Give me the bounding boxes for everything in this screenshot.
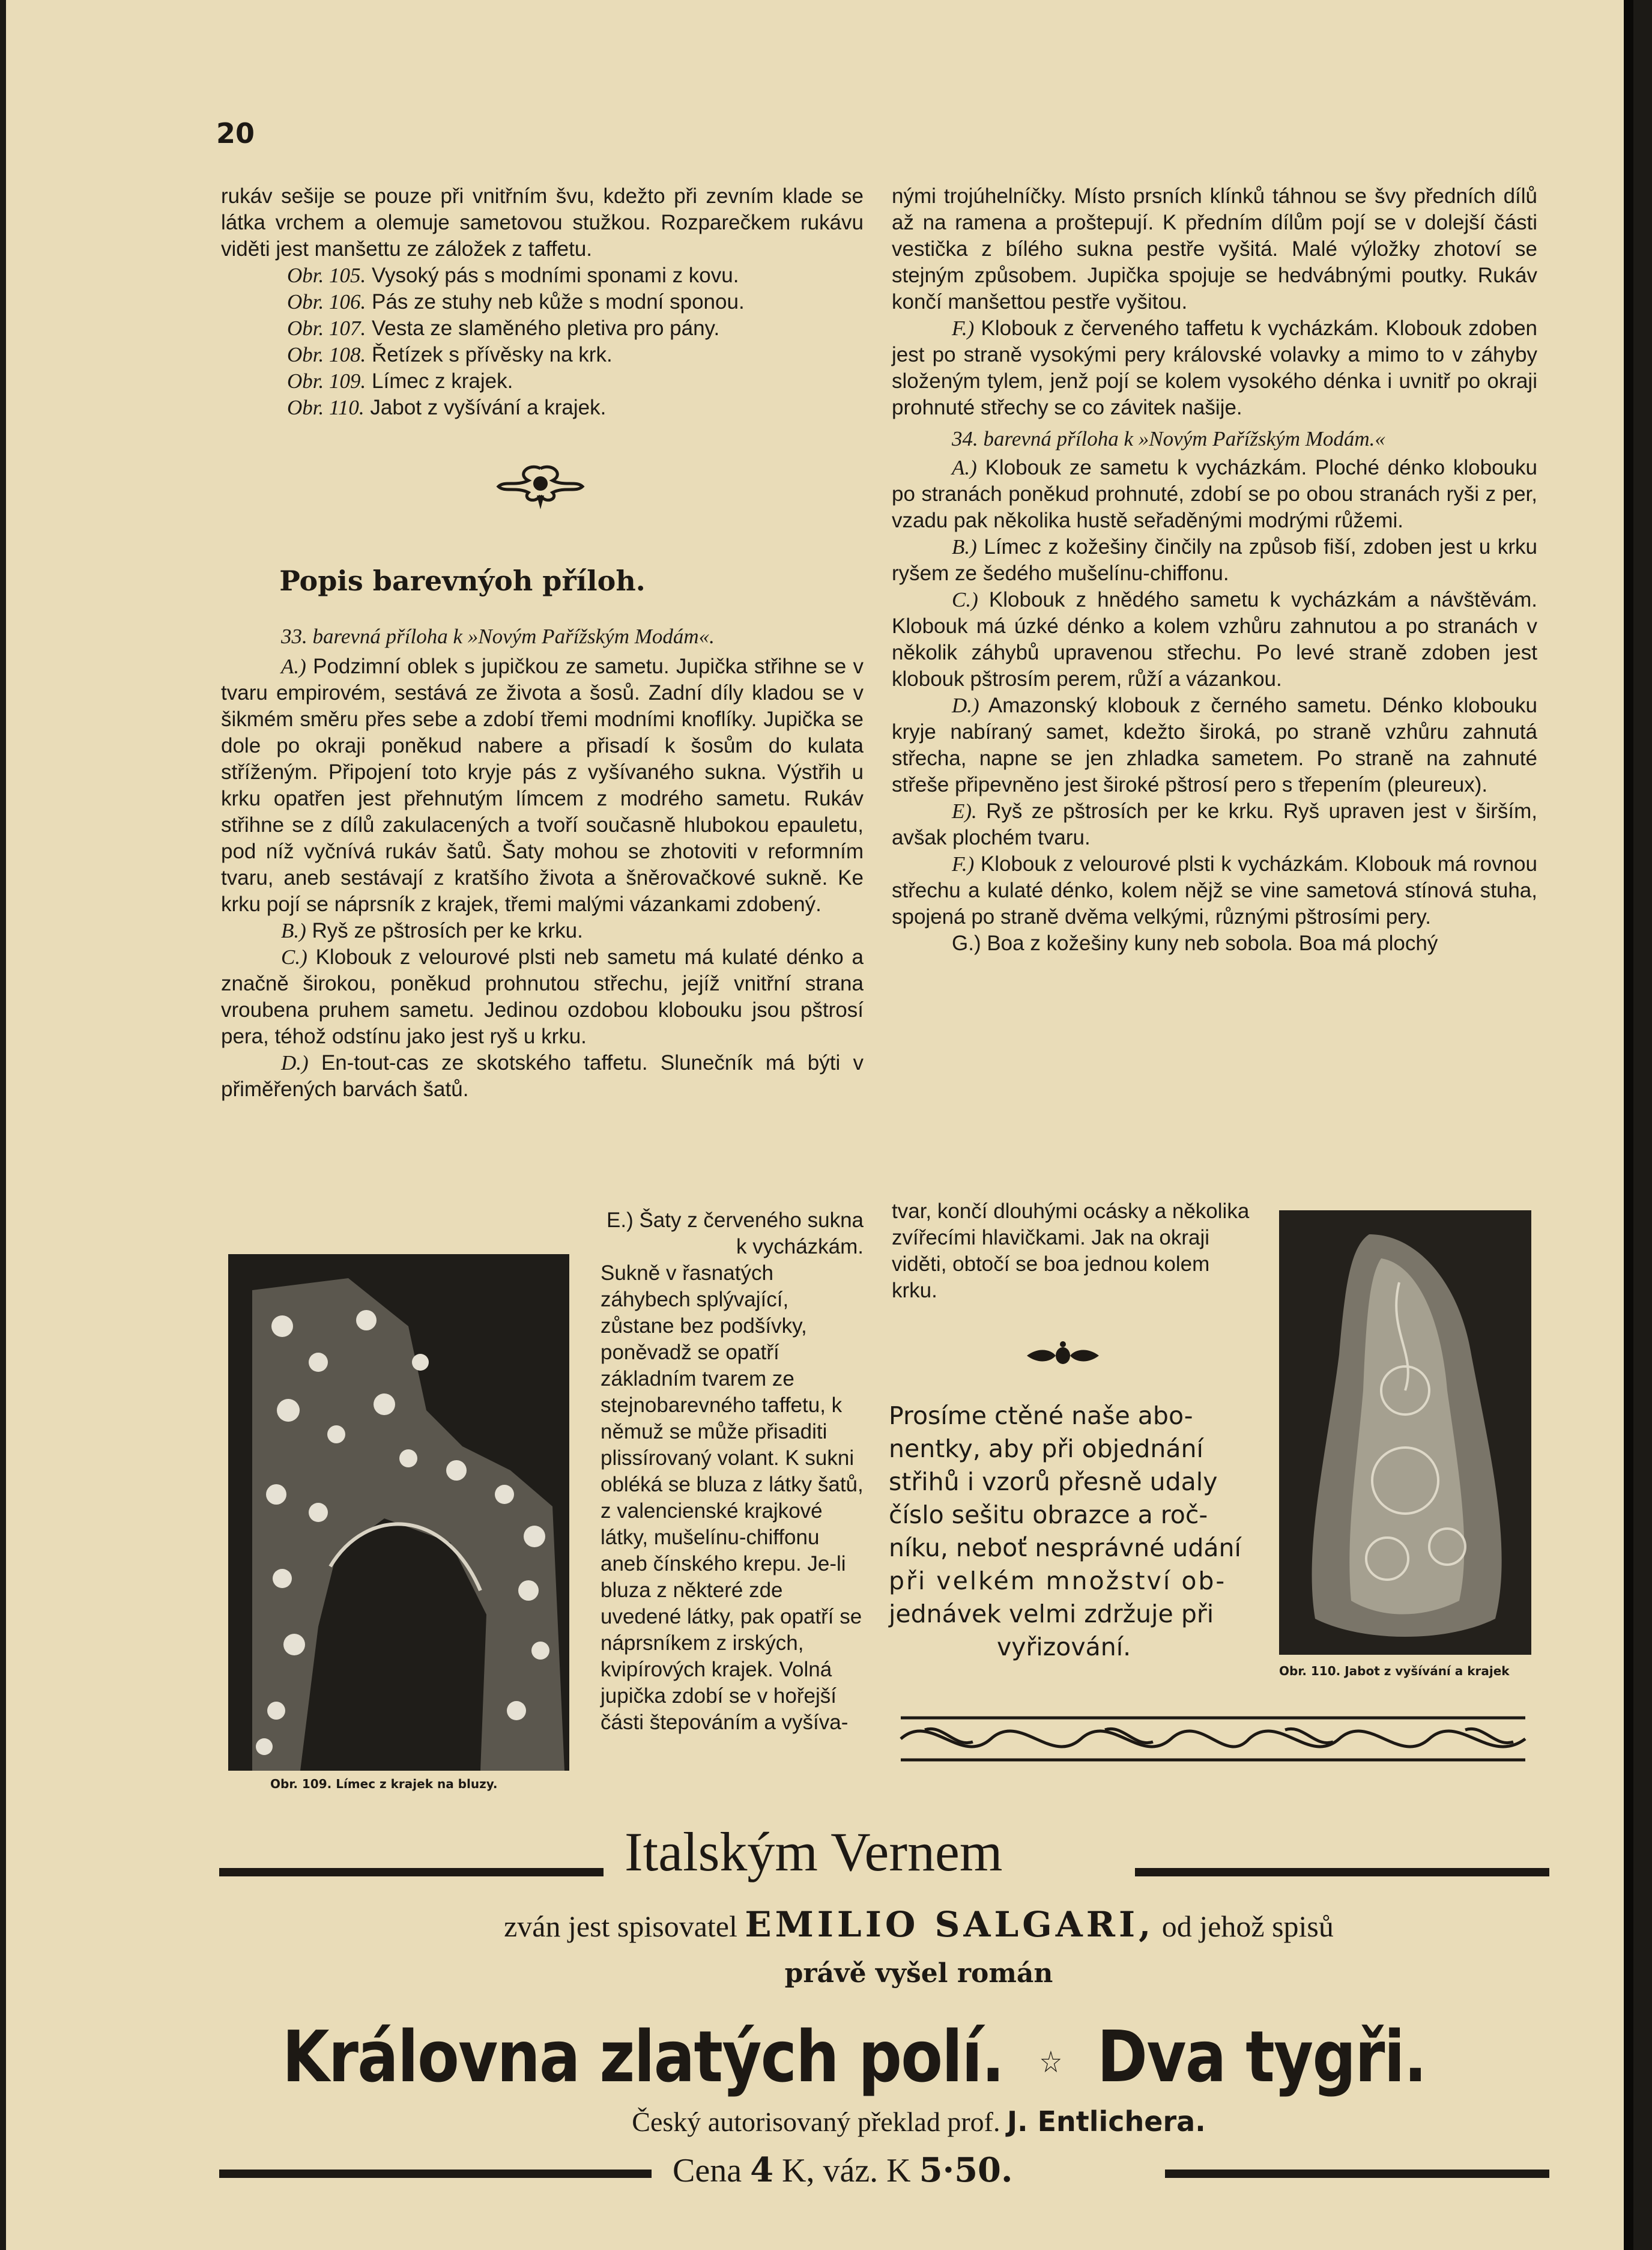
- paragraph-letter: E).: [952, 799, 977, 823]
- price-value: 4: [750, 2150, 774, 2190]
- paragraph-g: G.) Boa z kožešiny kuny neb sobola. Boa má plochý: [952, 932, 1438, 955]
- plate-33-heading: 33. barevná příloha k »Novým Pařížským Modám«.: [281, 625, 715, 648]
- advert-text: Cena: [673, 2152, 742, 2189]
- figure-number: Obr. 106.: [287, 290, 366, 314]
- paragraph-b: [221, 918, 864, 944]
- notice-line: nentky, aby při objednání: [889, 1434, 1203, 1463]
- notice-line: Prosíme ctěné naše abo-: [889, 1401, 1193, 1430]
- paragraph-c: [221, 944, 864, 1050]
- figure-title: Límec z krajek.: [372, 369, 513, 393]
- star-icon: ☆: [1039, 2044, 1062, 2079]
- figure-110-jabot-image: [1279, 1210, 1531, 1655]
- advert-subline: právě vyšel román: [784, 1958, 1053, 1989]
- paragraph-letter: A.): [952, 456, 977, 479]
- figure-list-item: [221, 315, 864, 342]
- paragraph-b: [892, 534, 1537, 587]
- small-ornament: [1021, 1341, 1105, 1371]
- paragraph-text: Klobouk z velourové plsti k vycházkám. Klobouk má rovnou střechu a kulaté dénko, kolem nějž se vine sametová stínová stuha, spojená po straně dvěma velkými, různými pštrosími pery.: [892, 852, 1537, 929]
- paragraph-text: Podzimní oblek s jupičkou ze sametu. Jupička střihne se v tvaru empirovém, sestává ze života a šosů. Zadní díly kladou se v šikmém směru přes sebe a zdobí třemi modními knoflíky. Jupička se dole po okraji poněkud nabere a přisadí k šosům do kulata stříženým. Připojení toto kryje pás z vyšívaného sukna. Výstřih u krku opatřen jest přehnutým límcem z modrého sametu. Rukáv střihne se z dílů zakulacených a tvoří současně hlubokou epauletu, pod níž vyčnívá rukáv šatů. Šaty mohou se zhotoviti v reformním tvaru, aneb sestávají z kratšího života a šněrovačkové sukně. Ke krku pojí se náprsník z krajek, třemi malými vázankami zdobený.: [221, 655, 864, 916]
- rule-left-bottom: [219, 2170, 652, 2178]
- figure-list-item: [221, 262, 864, 289]
- notice-line: při velkém množství ob-: [889, 1566, 1227, 1595]
- advert-price-line: [673, 2150, 1013, 2190]
- rule-right-bottom: [1165, 2170, 1549, 2178]
- notice-line: jednávek velmi zdržuje při: [889, 1600, 1214, 1628]
- magazine-page: [6, 0, 1633, 2250]
- paragraph-a: [892, 455, 1537, 534]
- paragraph-letter: F.): [952, 852, 975, 876]
- book-title: Dva tygři.: [1097, 2015, 1426, 2098]
- paragraph-c: [892, 587, 1537, 693]
- advert-translation-line: [216, 2105, 1621, 2138]
- figure-title: Vesta ze slaměného pletiva pro pány.: [372, 317, 720, 340]
- rule-right: [1135, 1868, 1549, 1876]
- page-number: 20: [216, 117, 255, 150]
- paragraph-text: Klobouk z hnědého sametu k vycházkám a návštěvám. Klobouk má úzké dénko a kolem vzhůru zahnutou a po stranách v několik záhybů upravenou střechu. Po levé straně zdoben jest klobouk pštrosím perem, růží a vázankou.: [892, 588, 1537, 691]
- advert-text: Český autorisovaný překlad prof.: [632, 2106, 1000, 2137]
- paragraph-text: Klobouk ze sametu k vycházkám. Ploché dénko klobouku po stranách poněkud prohnuté, zdobí se po obou stranách ryši z per, vzadu pak několika hustě seřaděnými modrými růžemi.: [892, 456, 1537, 532]
- figure-number: Obr. 107.: [287, 317, 366, 340]
- advert-text: zván jest spisovatel: [504, 1909, 737, 1943]
- figure-list: [221, 262, 864, 421]
- price-value: 5·50.: [919, 2150, 1013, 2190]
- page-edge: [1624, 0, 1633, 2250]
- figure-title: Jabot z vyšívání a krajek.: [370, 396, 607, 419]
- notice-line: číslo sešitu obrazce a roč-: [889, 1500, 1208, 1529]
- paragraph-letter: B.): [952, 535, 977, 559]
- paragraph-text: Amazonský klobouk z černého sametu. Dénko klobouku kryje nabíraný samet, kdežto široká, po straně vzhůru zahnutá střecha, napne se jen zhladka sametem. Po straně na zahnuté střeše připevněno jest široké pštrosí pero s třepením (pleureux).: [892, 694, 1538, 796]
- figure-list-item: [221, 368, 864, 395]
- paragraph-letter: F.): [952, 317, 975, 340]
- advert-translator: J. Entlichera.: [1006, 2105, 1206, 2138]
- paragraph-text: Ryš ze pštrosích per ke krku.: [312, 919, 583, 942]
- paragraph-e: [601, 1207, 864, 1736]
- advert-heading: Italským Vernem: [625, 1821, 1003, 1882]
- paragraph-text: Ryš ze pštrosích per ke krku. Ryš upraven jest v širším, avšak plochém tvaru.: [892, 799, 1537, 849]
- paragraph-text: En-tout-cas ze skotského taffetu. Slunečník má býti v přiměřených barvách šatů.: [221, 1051, 864, 1101]
- paragraph-g-text: tvar, končí dlouhými ocásky a několika zvířecími hlavičkami. Jak na okraji viděti, obtočí se boa jednou kolem krku.: [892, 1199, 1250, 1302]
- advert-text: K, váz. K: [782, 2152, 911, 2189]
- advert-author-line: [216, 1904, 1621, 1945]
- paragraph-text: Klobouk z červeného taffetu k vycházkám. Klobouk zdoben jest po straně vysokými pery královské volavky a mimo to v záhyby složeným tylem, jenž pojí se kolem vysokého dénka i uvnitř po okraji prohnuté střechy se co závitek našije.: [892, 317, 1537, 419]
- left-column-top: [221, 183, 864, 421]
- advert-text: od jehož spisů: [1161, 1909, 1334, 1943]
- notice-line: střihů i vzorů přesně udaly: [889, 1467, 1218, 1496]
- paragraph-f2: [892, 851, 1537, 930]
- advert-author: EMILIO SALGARI,: [745, 1904, 1155, 1945]
- section-heading: Popis barevnýoh příloh.: [279, 565, 646, 597]
- figure-title: Pás ze stuhy neb kůže s modní sponou.: [372, 290, 745, 314]
- figure-number: Obr. 108.: [287, 343, 366, 366]
- paragraph-d: [221, 1050, 864, 1103]
- figure-list-item: [221, 395, 864, 421]
- decorative-wave-band: [889, 1706, 1537, 1772]
- figure-list-item: [221, 289, 864, 315]
- paragraph-letter: B.): [281, 919, 306, 942]
- right-intro-paragraph: nými trojúhelníčky. Místo prsních klínků táhnou se švy předních dílů až na ramena a proštepují. K předním dílům pojí se v dolejší části vestička z bílého sukna pestře vyšitá. Malé výložky zhotoví se stejným způsobem. Jupička spojuje se hedvábnými poutky. Rukáv končí manšettou pestře vyšitou.: [892, 184, 1537, 314]
- paragraph-text: Klobouk z velourové plsti neb sametu má kulaté dénko a značně širokou, poněkud prohnutou střechu, jejíž vnitřní strana vroubena pruhem sametu. Jedinou ozdobou klobouku jsou pštrosí pera, téhož odstínu jako jest ryš u krku.: [221, 945, 864, 1048]
- paragraph-e: [892, 798, 1537, 851]
- paragraph-d: [892, 693, 1537, 798]
- paragraph-a: [221, 653, 864, 918]
- book-title: Královna zlatých polí.: [282, 2015, 1004, 2098]
- advert-book-titles: [282, 2015, 1426, 2098]
- plate-34-heading: 34. barevná příloha k »Novým Pařížským Modám.«: [952, 427, 1385, 450]
- paragraph-letter: C.): [952, 588, 978, 611]
- figure-number: Obr. 110.: [287, 396, 365, 419]
- paragraph-g-continued: [892, 1198, 1252, 1304]
- rule-left: [219, 1868, 604, 1876]
- figure-title: Vysoký pás s modními sponami z kovu.: [372, 264, 739, 287]
- paragraph-letter: C.): [281, 945, 307, 969]
- figure-109-lace-collar-image: [228, 1254, 569, 1771]
- paragraph-f: [892, 315, 1537, 421]
- fleuron-ornament: [492, 462, 588, 511]
- paragraph-e-intro: E.) Šaty z červeného sukna k vycházkám.: [607, 1208, 864, 1258]
- figure-title: Řetízek s přívěsky na krk.: [372, 343, 613, 366]
- left-column-main: [221, 623, 864, 1103]
- paragraph-e-text: Sukně v řasnatých záhybech splývající, zůstane bez podšívky, poněvadž se opatří základním tvarem ze stejnobarevného taffetu, k němuž se může přisaditi plissírovaný volant. K sukni obléká se bluza z látky šatů, z valencienské krajkové látky, mušelínu-chiffonu aneb čínského krepu. Je-li bluza z některé zde uvedené látky, pak opatří se náprsníkem z irských, kvipírových krajek. Volná jupička zdobí se v hořejší části štepováním a vyšíva-: [601, 1261, 864, 1734]
- notice-line: vyřizování.: [997, 1633, 1131, 1661]
- paragraph-letter: A.): [281, 655, 306, 678]
- paragraph-letter: D.): [952, 694, 979, 717]
- left-intro-paragraph: rukáv sešije se pouze při vnitřním švu, kdežto při zevním klade se látka vrchem a olemuje sametovou stužkou. Rozparečkem rukávu viděti jest manšettu ze záložek z taffetu.: [221, 184, 864, 261]
- notice-line: níku, neboť nesprávné udání: [889, 1533, 1241, 1562]
- right-column: [892, 183, 1537, 957]
- paragraph-text: Límec z kožešiny činčily na způsob fiší, zdoben jest u krku ryšem ze šedého mušelínu-chiffonu.: [892, 535, 1537, 585]
- figure-number: Obr. 105.: [287, 264, 366, 287]
- paragraph-letter: D.): [281, 1051, 309, 1075]
- figure-number: Obr. 109.: [287, 369, 366, 393]
- figure-109-caption: Obr. 109. Límec z krajek na bluzy.: [270, 1777, 498, 1791]
- subscriber-notice: [889, 1399, 1261, 1664]
- figure-list-item: [221, 342, 864, 368]
- figure-110-caption: Obr. 110. Jabot z vyšívání a krajek: [1279, 1664, 1510, 1678]
